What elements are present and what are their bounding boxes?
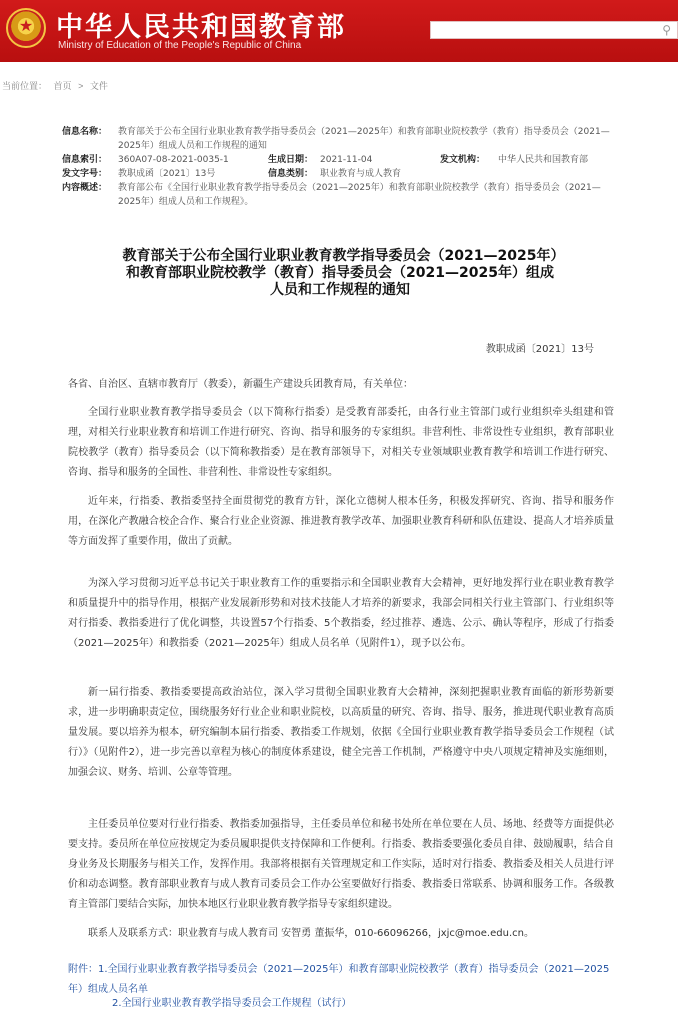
site-header [0,0,678,62]
paragraph-4: 新一届行指委、教指委要提高政治站位，深入学习贯彻全国职业教育大会精神，深刻把握职业教育面临的新形势新要求，进一步明确职责定位，围绕服务好行业企业和职业院校，以高质量的研究、咨询、指导、服务，推进现代职业教育高质量发展。要以培养为根本，研究编制本届行指委、教指委工作规划，依据《全国行业职业教育教学指导委员会工作规程（试行）》（见附件2），进一步完善以章程为核心的制度体系建设，健全完善工作机制，严格遵守中央八项规定精神及实施细则，加强会议、财务、培训、公章等管理。 [68,687,614,778]
paragraph-3: 为深入学习贯彻习近平总书记关于职业教育工作的重要指示和全国职业教育大会精神，更好地发挥行业在职业教育教学和质量提升中的指导作用，根据产业发展新形势和对技术技能人才培养的新要求，我部会同相关行业主管部门、行业组织等对行指委、教指委进行了优化调整，共设置57个行指委、5个教指委，经过推荐、遴选、公示、确认等程序，形成了行指委（2021—2025年）和教指委（2021—2025年）组成人员名单（见附件1），现予以公布。 [68,578,614,649]
meta-summary: 内容概述： 教育部公布《全国行业职业教育教学指导委员会（2021—2025年）和教育部职业院校教学（教育）指导委员会（2021—2025年）组成人员和工作规程》。 [62,183,601,207]
breadcrumb-files[interactable]: 文件 [89,81,108,91]
document-title: 教育部关于公布全国行业职业教育教学指导委员会（2021—2025年）和教育部职业院校教学（教育）指导委员会（2021—2025年）组成人员和工作规程的通知 [122,248,558,298]
breadcrumb-label: 当前位置： [2,81,48,91]
meta-docno-row: 发文字号： 教职成函〔2021〕13号 信息类别： 职业教育与成人教育 [62,169,402,179]
paragraph-1: 全国行业职业教育教学指导委员会（以下简称行指委）是受教育部委托，由各行业主管部门或行业组织牵头组建和管理，对相关行业职业教育和培训工作进行研究、咨询、指导和服务的专家组织。非营利性、非常设性专业组织，教育部职业院校教学（教育）指导委员会（以下简称教指委）是在教育部领导下，对相关专业领域职业教育教学和培训工作进行研究、咨询、指导和服务的全国性、非营利性、非常设性专家组织。 [68,407,614,478]
document-number: 教职成函〔2021〕13号 [485,344,594,355]
site-subtitle: Ministry of Education of the People's Republic of China [58,40,302,51]
paragraph-5: 主任委员单位要对行业行指委、教指委加强指导，主任委员单位和秘书处所在单位要在人员、场地、经费等方面提供必要支持。委员所在单位应按规定为委员履职提供支持保障和工作便利。行指委、教指委要强化委员自律、鼓励履职，结合自身业务及长期服务与相关工作，发挥作用。我部将根据有关管理规定和工作实际，适时对行指委、教指委及相关人员进行评价和动态调整。教育部职业教育与成人教育司委员会工作办公室要做好行指委、教指委日常联系、协调和服务工作。各级教育主管部门要结合实际，加快本地区行业职业教育教学指导专家组织建设。 [68,819,614,910]
site-title: 中华人民共和国教育部 [56,12,346,43]
paragraph-2: 近年来，行指委、教指委坚持全面贯彻党的教育方针，深化立德树人根本任务，积极发挥研究、咨询、指导和服务作用，在深化产教融合校企合作、聚合行业企业资源、推进教育教学改革、加强职业教育科研和队伍建设、提高人才培养质量等方面发挥了重要作用，做出了贡献。 [68,496,614,547]
meta-info-name: 信息名称： 教育部关于公布全国行业职业教育教学指导委员会（2021—2025年）和教育部职业院校教学（教育）指导委员会（2021—2025年）组成人员和工作规程的通知 [62,127,610,151]
search-icon[interactable]: ⚲ [662,23,671,37]
search-input[interactable] [430,21,678,39]
attachment-link-1[interactable]: 附件：1.全国行业职业教育教学指导委员会（2021—2025年）和教育部职业院校教学（教育）指导委员会（2021—2025年）组成人员名单 [68,964,610,995]
breadcrumb-home[interactable]: 首页 [53,81,72,91]
salutation: 各省、自治区、直辖市教育厅（教委），新疆生产建设兵团教育局，有关单位： [68,379,413,390]
contact-info: 联系人及联系方式：职业教育与成人教育司 安智勇 董振华，010-66096266，jxjc@moe.edu.cn。 [88,928,534,939]
national-emblem-icon: ★ [6,8,46,48]
document-meta [62,125,622,209]
breadcrumb: 当前位置： 首页 > 文件 [2,81,108,91]
attachment-link-2[interactable]: 2.全国行业职业教育教学指导委员会工作规程（试行） [112,998,352,1009]
meta-index-row: 信息索引： 360A07-08-2021-0035-1 生成日期： 2021-11-04 发文机构： 中华人民共和国教育部 [62,155,589,165]
